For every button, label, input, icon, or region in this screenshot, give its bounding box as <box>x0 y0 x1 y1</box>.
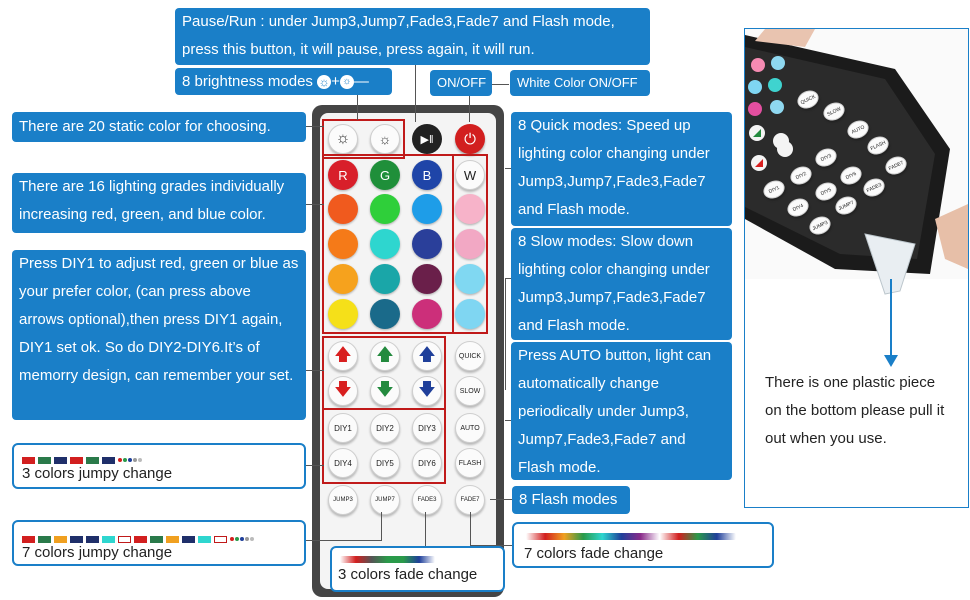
color-button[interactable] <box>455 194 485 224</box>
slow-button[interactable] <box>455 376 485 406</box>
photo-key: JUMP7 <box>832 193 859 218</box>
jump3-callout <box>12 443 306 489</box>
sun-dim-icon: ☼ <box>340 75 354 89</box>
sun-icon: ☼ <box>335 130 351 147</box>
lighting-grades-callout <box>12 173 306 233</box>
flash-modes-callout <box>512 486 630 514</box>
brightness-highlight <box>322 119 405 159</box>
dot-icon <box>133 458 137 462</box>
color-button[interactable] <box>455 264 485 294</box>
slow-modes-text: 8 Slow modes: Slow down lighting color changing under Jump3,Jump7,Fade3,Fade7 and Flash mode. <box>518 233 710 334</box>
color-button[interactable] <box>328 229 358 259</box>
color-swatch <box>86 457 99 464</box>
fade3-text: 3 colors fade change <box>338 566 478 583</box>
jump7-button[interactable] <box>370 485 400 515</box>
arrows-highlight <box>322 336 446 410</box>
power-button[interactable] <box>455 124 485 154</box>
blue-label: B <box>422 167 432 183</box>
fade3-label: FADE3 <box>417 497 437 503</box>
color-swatch <box>102 457 115 464</box>
green-label: G <box>379 167 391 183</box>
color-swatch <box>134 536 147 543</box>
quick-label: QUICK <box>458 352 482 360</box>
color-button[interactable] <box>412 264 442 294</box>
photo-panel <box>744 28 969 508</box>
color-button[interactable] <box>370 264 400 294</box>
jump3-text: 3 colors jumpy change <box>22 465 173 482</box>
connector-line <box>306 540 382 541</box>
diy3-label: DIY3 <box>418 423 436 433</box>
diy1-label: DIY1 <box>334 423 352 433</box>
fade3-button[interactable] <box>412 485 442 515</box>
dot-icon <box>250 537 254 541</box>
color-button[interactable] <box>328 194 358 224</box>
color-button[interactable] <box>370 299 400 329</box>
connector-line <box>425 512 426 548</box>
connector-line <box>357 94 358 120</box>
dot-icon <box>245 537 249 541</box>
auto-mode-text: Press AUTO button, light can automatically change periodically under Jump3, Jump7,Fade3,Fade7 and Flash mode. <box>518 347 712 476</box>
color-button[interactable] <box>328 264 358 294</box>
color-swatch <box>54 457 67 464</box>
fade3-callout <box>330 546 505 592</box>
flash-modes-text: 8 Flash modes <box>519 491 618 508</box>
white-label: W <box>463 167 477 183</box>
flash-button[interactable] <box>455 448 485 478</box>
color-swatch <box>214 536 227 543</box>
photo-key: DIY1 <box>760 177 787 202</box>
color-button[interactable] <box>412 229 442 259</box>
auto-mode-callout <box>511 342 732 480</box>
color-button[interactable] <box>455 229 485 259</box>
diy6-label: DIY6 <box>418 458 436 468</box>
color-swatch <box>166 536 179 543</box>
dot-icon <box>118 458 122 462</box>
photo-key: DIY3 <box>812 145 839 170</box>
static-colors-callout <box>12 112 306 142</box>
fade7-label: FADE7 <box>460 497 480 503</box>
dot-icon <box>230 537 234 541</box>
pause-run-button[interactable] <box>412 124 442 154</box>
connector-line <box>306 126 324 127</box>
dot-icon <box>235 537 239 541</box>
arrow-down-icon <box>881 279 901 369</box>
flash-label: FLASH <box>458 459 482 467</box>
diy-text: Press DIY1 to adjust red, green or blue as your prefer color, (can press above arrows optional),then press DIY1 again, DIY1 set ok. So do DIY2-DIY6.It’s of memorry design, can remember your set. <box>19 255 299 384</box>
color-swatch <box>22 536 35 543</box>
photo-key: DIY6 <box>837 163 864 188</box>
auto-label: AUTO <box>460 424 480 432</box>
pause-run-text: Pause/Run : under Jump3,Jump7,Fade3,Fade7 and Flash mode, press this button, it will pause, press again, it will run. <box>182 13 615 58</box>
brightness-callout <box>175 68 392 95</box>
arrow-up-icon: 🡅 <box>376 344 394 364</box>
color-button[interactable] <box>328 299 358 329</box>
sun-dim-icon: ☼ <box>378 131 392 147</box>
color-button[interactable] <box>455 299 485 329</box>
color-button[interactable] <box>412 194 442 224</box>
fade7-callout <box>512 522 774 568</box>
diy5-label: DIY5 <box>376 458 394 468</box>
color-swatch <box>22 457 35 464</box>
color-swatch <box>118 536 131 543</box>
fade7-button[interactable] <box>455 485 485 515</box>
jump7-callout <box>12 520 306 566</box>
photo-key: QUICK <box>794 87 821 112</box>
arrow-down-icon: 🡇 <box>418 379 436 399</box>
color-swatch <box>70 457 83 464</box>
slow-modes-callout <box>511 228 732 340</box>
arrow-down-icon: 🡇 <box>334 379 352 399</box>
jump7-label: JUMP7 <box>375 497 395 503</box>
color-swatch <box>182 536 195 543</box>
on-off-callout <box>430 70 492 96</box>
jump7-swatches <box>22 530 255 538</box>
photo-key: FADE3 <box>860 175 887 200</box>
photo-key: DIY2 <box>787 163 814 188</box>
photo-key: JUMP3 <box>806 213 833 238</box>
quick-modes-callout <box>511 112 732 226</box>
color-swatch <box>198 536 211 543</box>
jump3-button[interactable] <box>328 485 358 515</box>
lighting-grades-text: There are 16 lighting grades individually increasing red, green, and blue color. <box>19 178 285 223</box>
color-swatch <box>38 536 51 543</box>
jump3-swatches <box>22 451 143 459</box>
play-pause-icon: ▶‖ <box>420 133 434 146</box>
diy-callout <box>12 250 306 420</box>
color-swatch <box>70 536 83 543</box>
dot-icon <box>128 458 132 462</box>
photo-key: DIY5 <box>812 179 839 204</box>
fade7-text: 7 colors fade change <box>524 545 664 562</box>
color-swatch <box>54 536 67 543</box>
color-swatch <box>102 536 115 543</box>
jump7-text: 7 colors jumpy change <box>22 544 173 561</box>
diy2-label: DIY2 <box>376 423 394 433</box>
arrow-up-icon: 🡅 <box>418 344 436 364</box>
on-off-text: ON/OFF <box>437 75 487 90</box>
brightness-text: 8 brightness modes <box>182 73 313 90</box>
quick-modes-text: 8 Quick modes: Speed up lighting color changing under Jump3,Jump7,Fade3,Fade7 and Flash mode. <box>518 117 710 218</box>
connector-line <box>490 499 513 500</box>
jump3-label: JUMP3 <box>333 497 353 503</box>
auto-button[interactable] <box>455 413 485 443</box>
photo-key: FLASH <box>864 133 891 158</box>
connector-line <box>381 512 382 541</box>
dot-icon <box>138 458 142 462</box>
sun-icon: ☼ <box>318 75 330 90</box>
color-button[interactable] <box>370 194 400 224</box>
diy-highlight <box>322 408 446 484</box>
color-swatch <box>150 536 163 543</box>
photo-key: AUTO <box>844 117 871 142</box>
color-button[interactable] <box>412 299 442 329</box>
white-on-off-text: White Color ON/OFF <box>517 75 638 90</box>
connector-line <box>306 465 324 466</box>
fade7-gradient <box>526 533 736 540</box>
red-label: R <box>338 167 348 183</box>
connector-line <box>306 204 324 205</box>
photo-key: SLOW <box>820 99 847 124</box>
plastic-note-text: There is one plastic piece on the bottom please pull it out when you use. <box>765 374 945 447</box>
color-swatch <box>38 457 51 464</box>
color-swatch <box>86 536 99 543</box>
connector-line <box>505 278 506 390</box>
power-icon: ⏻ <box>464 130 476 148</box>
minus-text: — <box>353 73 369 90</box>
connector-line <box>470 512 471 546</box>
arrow-up-icon: 🡅 <box>334 344 352 364</box>
plus-text: + <box>331 73 340 90</box>
color-button[interactable] <box>370 229 400 259</box>
photo-key: DIY4 <box>784 195 811 220</box>
connector-line <box>469 94 470 122</box>
quick-button[interactable] <box>455 341 485 371</box>
slow-label: SLOW <box>459 387 481 395</box>
static-colors-text: There are 20 static color for choosing. <box>19 118 271 135</box>
pause-run-callout <box>175 8 650 65</box>
diy4-label: DIY4 <box>334 458 352 468</box>
dot-icon <box>123 458 127 462</box>
connector-line <box>306 370 324 371</box>
arrow-down-icon: 🡇 <box>376 379 394 399</box>
fade3-gradient <box>340 556 435 563</box>
photo-key: FADE7 <box>882 153 909 178</box>
white-on-off-callout <box>510 70 650 96</box>
connector-line <box>415 64 416 122</box>
dot-icon <box>240 537 244 541</box>
